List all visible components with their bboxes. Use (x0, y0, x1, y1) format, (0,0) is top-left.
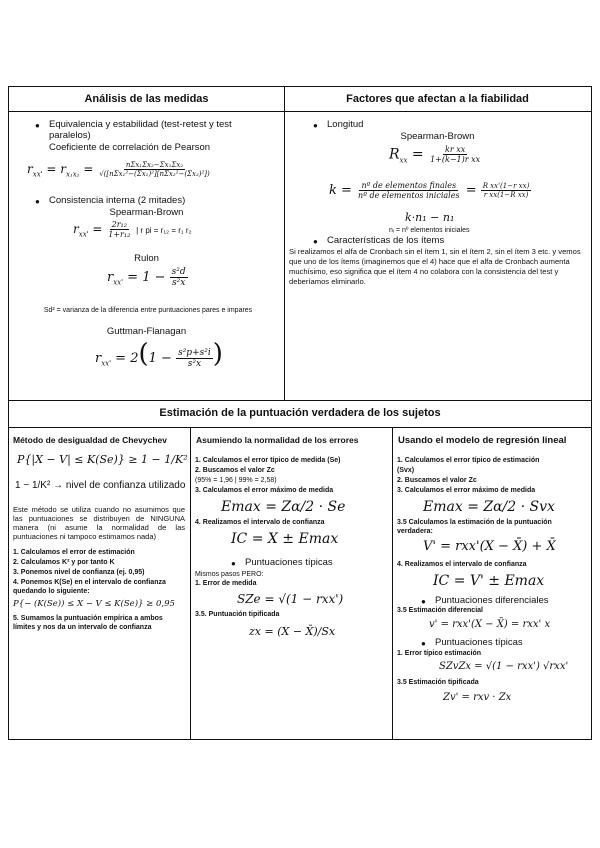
bullet-equivalencia-cont: paralelos) (49, 130, 91, 141)
reg-formula-3: IC = V' ± Emax (433, 573, 545, 589)
chev-step-4: 4. Ponemos K(Se) en el intervalo de confianza quedando lo siguiente: (13, 579, 166, 595)
factores-sb-title: Spearman-Brown (400, 131, 475, 142)
reg-step-8: 3.5 Estimación tipificada (397, 679, 479, 686)
normal-formula-3: SZe = √(1 − rxx') (237, 592, 344, 606)
bullet-tipicas-2: ● Puntuaciones típicas (435, 637, 523, 648)
divider (392, 427, 393, 739)
normal-step-5: 1. Error de medida (195, 580, 257, 587)
k-formula: k = $\frac{\text{nº de elementos finales}}{\text{nº de elementos iniciales}}$ = $\frac{\text{R xx'(1−r xx)}}{\text{r xx(1−R xx)}}$ (329, 181, 530, 200)
normal-formula-2: IC = X ± Emax (231, 531, 339, 547)
reg-step-4: 3.5 Calculamos la estimación de la puntuación verdadera: (397, 519, 552, 535)
guttman-title: Guttman-Flanagan (106, 326, 187, 337)
reg-step-7: 1. Error típico estimación (397, 650, 482, 657)
divider (9, 400, 591, 401)
header-estimacion: Estimación de la puntuación verdadera de los sujetos (159, 407, 441, 419)
chev-paragraph: Este método se utiliza cuando no asumimos que las puntuaciones se distribuyen de NINGUNA manera (ni asume la normalidad de las puntuaciones ni tampoco estimamos nada) (13, 505, 185, 541)
divider (9, 111, 591, 112)
reg-step-1: 1. Calculamos el error típico de estimación (397, 457, 540, 464)
chev-formula-2: 1 − 1/K² → nivel de confianza utilizado (15, 480, 186, 491)
reg-step-3: 3. Calculamos el error máximo de medida (397, 487, 536, 494)
normal-step-3: 3. Calculamos el error máximo de medida (195, 487, 334, 494)
normal-step-2: 2. Buscamos el valor Zc (195, 467, 275, 474)
header-normalidad: Asumiendo la normalidad de los errores (196, 435, 359, 445)
header-chevychev: Método de desigualdad de Chevychev (13, 435, 167, 445)
divider (190, 427, 191, 739)
reg-step-2: 2. Buscamos el valor Zc (397, 477, 477, 484)
spearman-brown-formula: $r_{xx'}$ = $\frac{\text{2r₁₂}}{\text{1+r₁₂}}$ | r pi = r₁₂ = r₁ r₂ (73, 220, 192, 239)
cronbach-paragraph: Si realizamos el alfa de Cronbach sin el ítem 1, sin el ítem 2, sin el ítem 3 etc. y vemos que uno de los ítems (imaginemos que el 4) hace que el alfa de Cronbach aumenta muchísimo, eso significa que el ítem 4 no colabora con la consistencia del test y deberíamos eliminarlo. (289, 247, 581, 286)
reg-step-1b: (Svx) (397, 467, 415, 474)
header-regresion: Usando el modelo de regresión lineal (398, 435, 567, 446)
reg-formula-4: v' = rxx'(X − X̄) = rxx' x (429, 619, 551, 630)
bullet-items: ● Características de los ítems (327, 235, 444, 246)
bullet-longitud: ● Longitud (327, 119, 363, 130)
reg-formula-5: SZvZx = √(1 − rxx') √rxx' (439, 661, 569, 672)
chev-formula-3: P{− (K(Se)) ≤ X − V ≤ K(Se)} ≥ 0,95 (13, 599, 175, 609)
header-analisis: Análisis de las medidas (84, 93, 209, 105)
chev-step-1: 1. Calculamos el error de estimación (13, 549, 135, 556)
bullet-tipicas: ● Puntuaciones típicas (245, 557, 333, 568)
reg-formula-6: Zv' = rxv · Zx (443, 692, 512, 703)
reg-step-5: 4. Realizamos el intervalo de confianza (397, 561, 527, 568)
pearson-title: Coeficiente de correlación de Pearson (49, 142, 211, 153)
normal-step-4: 4. Realizamos el intervalo de confianza (195, 519, 325, 526)
normal-paragraph: Mismos pasos PERO: (195, 571, 264, 578)
chev-step-2: 2. Calculamos K² y por tanto K (13, 559, 115, 566)
sd-note: Sd² = varianza de la diferencia entre puntuaciones pares e impares (43, 307, 253, 314)
bullet-equivalencia: ● Equivalencia y estabilidad (test-retest y test (49, 119, 232, 130)
spearman-brown-title: Spearman-Brown (109, 207, 184, 218)
normal-step-1: 1. Calculamos el error típico de medida (Se) (195, 457, 341, 464)
formula-sheet (8, 86, 592, 740)
kn-formula: k·n₁ − n₁ (405, 211, 455, 224)
guttman-formula: $r_{xx'} = 2(1$ − $\frac{\text{s²p+s²i}}{\text{s²x}}$ ) (95, 339, 223, 369)
normal-formula-1: Emax = Zα/2 · Se (221, 499, 346, 515)
ni-note: nᵢ = nº elementos iniciales (389, 227, 470, 234)
header-factores: Factores que afectan a la fiabilidad (346, 93, 529, 105)
chev-step-3: 3. Ponemos nivel de confianza (ej. 0,95) (13, 569, 145, 576)
divider (9, 427, 591, 428)
normal-step-2b: (95% = 1,96 | 99% = 2,58) (195, 477, 277, 484)
factores-sb-formula: $R_{xx}$ = $\frac{\text{kr xx}}{\text{1+(k−1)r xx}}$ (389, 145, 481, 165)
chev-formula-1: P{|X − V| ≤ K(Se)} ≥ 1 − 1/K² (17, 453, 188, 466)
reg-step-6: 3.5 Estimación diferencial (397, 607, 483, 614)
normal-step-6: 3.5. Puntuación tipificada (195, 611, 280, 618)
normal-formula-4: zx = (X − X̄)/Sx (249, 625, 336, 638)
bullet-consistencia: ● Consistencia interna (2 mitades) (49, 195, 185, 206)
bullet-diferenciales: ● Puntuaciones diferenciales (435, 595, 549, 606)
pearson-formula: $r_{xx'} = r_{x_1x_2}$ = $\frac{\text{nΣx₁Σx₂−Σx₁Σx₂}}{\text{√([nΣx₁²−(Σx₁)²][nΣx₂²−(Σx₂)²])}}$ (27, 161, 210, 179)
rulon-formula: $r_{xx'} = 1$ − $\frac{\text{s²d}}{\text{s²x}}$ (107, 267, 186, 288)
reg-formula-1: Emax = Zα/2 · Svx (423, 499, 555, 515)
rulon-title: Rulon (134, 253, 159, 264)
reg-formula-2: V' = rxx'(X − X̄) + X̄ (423, 539, 556, 554)
chev-step-5: 5. Sumamos la puntuación empírica a ambos límites y nos da un intervalo de confianza (13, 615, 163, 631)
